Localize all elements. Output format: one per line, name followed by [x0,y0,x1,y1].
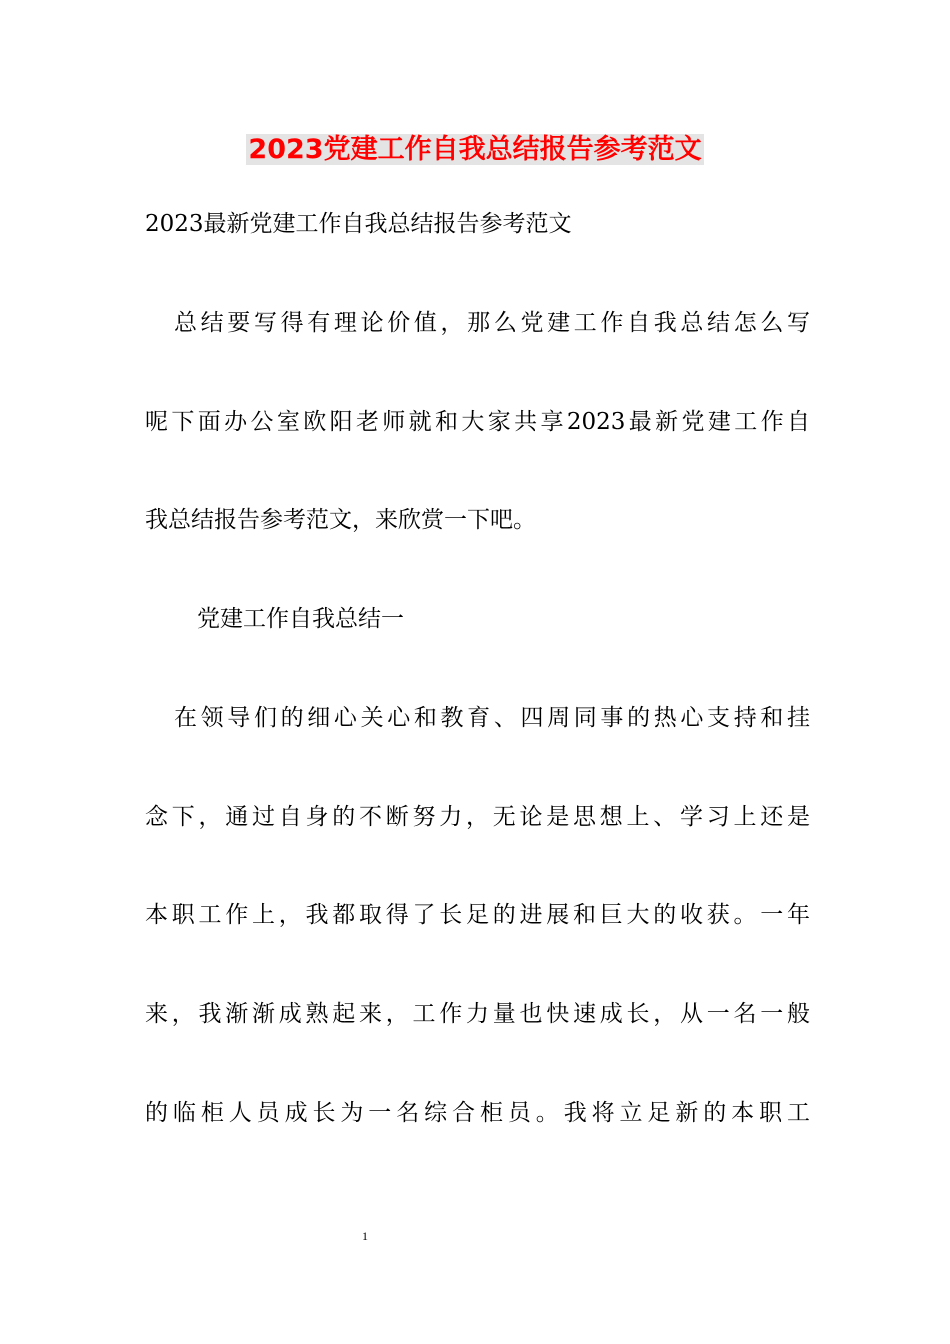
intro-line-2: 呢下面办公室欧阳老师就和大家共享2023最新党建工作自 [145,409,810,435]
body-line-1: 在领导们的细心关心和教育、四周同事的热心支持和挂 [174,705,810,731]
page-number: 1 [362,1229,368,1243]
body-line-5: 的临柜人员成长为一名综合柜员。我将立足新的本职工 [145,1100,810,1126]
document-title [0,132,950,168]
body-line-3: 本职工作上，我都取得了长足的进展和巨大的收获。一年 [145,902,810,928]
body-line-2: 念下，通过自身的不断努力，无论是思想上、学习上还是 [145,804,810,830]
intro-line-1: 总结要写得有理论价值，那么党建工作自我总结怎么写 [174,310,810,336]
document-title-text: 2023党建工作自我总结报告参考范文 [248,134,702,165]
body-line-4: 来，我渐渐成熟起来，工作力量也快速成长，从一名一般 [145,1001,810,1027]
document-subtitle: 2023最新党建工作自我总结报告参考范文 [145,211,572,237]
section-heading: 党建工作自我总结一 [197,606,404,632]
intro-line-3: 我总结报告参考范文，来欣赏一下吧。 [145,507,536,533]
